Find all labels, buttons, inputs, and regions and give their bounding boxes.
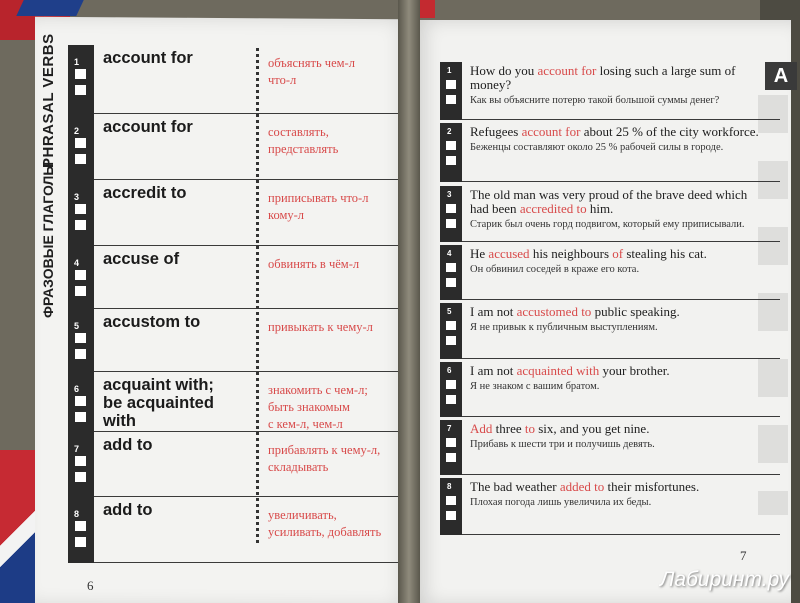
row-divider	[462, 181, 780, 183]
checkbox-icon	[446, 278, 456, 287]
phrasal-verb: account for	[103, 49, 193, 67]
checkbox-icon	[446, 219, 456, 228]
row-divider	[462, 358, 780, 360]
example-sentence: Add three to six, and you get nine.	[470, 421, 650, 436]
highlighted-phrase: accustomed to	[516, 304, 592, 319]
checkbox-icon	[75, 154, 86, 164]
phrasal-verb: accuse of	[103, 250, 180, 268]
example-sentence: He accused his neighbours of stealing his cat.	[470, 246, 707, 261]
checkbox-icon	[75, 537, 86, 547]
verb-entry	[68, 497, 388, 563]
checkbox-icon	[446, 438, 456, 447]
phrasal-verb: add to	[103, 501, 153, 519]
entry-number: 1	[74, 57, 80, 67]
row-divider	[462, 534, 780, 536]
checkbox-icon	[75, 286, 86, 296]
row-divider	[94, 562, 398, 564]
example-sentence: How do you account for losing such a large sum of money?	[470, 63, 736, 92]
row-divider	[462, 416, 780, 418]
checkbox-icon	[75, 270, 86, 280]
translation: объяснять чем-л что-л	[268, 56, 355, 87]
entry-number: 3	[74, 192, 80, 202]
book-spine	[398, 0, 420, 603]
page-bleed	[758, 95, 788, 515]
checkbox-icon	[75, 456, 86, 466]
translation: увеличивать, усиливать, добавлять	[268, 508, 382, 539]
example-translation: Прибавь к шести три и получишь девять.	[470, 439, 655, 450]
example-sentence: I am not acquainted with your brother.	[470, 363, 670, 378]
row-divider	[462, 299, 780, 301]
checkbox-icon	[446, 336, 456, 345]
verb-entry	[68, 246, 388, 309]
translation: составлять, представлять	[268, 125, 339, 156]
example-number: 5	[447, 307, 452, 316]
example-translation: Старик был очень горд подвигом, который ему приписывали.	[470, 219, 745, 230]
example-translation: Я не знаком с вашим братом.	[470, 381, 600, 392]
entry-number: 8	[74, 509, 80, 519]
translation: приписывать что-л кому-л	[268, 191, 369, 222]
entry-number: 5	[74, 321, 80, 331]
phrasal-verb: account for	[103, 118, 193, 136]
example-translation: Он обвинил соседей в краже его кота.	[470, 264, 640, 275]
translation: прибавлять к чему-л, складывать	[268, 443, 381, 474]
entry-number: 6	[74, 384, 80, 394]
verb-entry	[68, 372, 388, 432]
verb-entry	[68, 432, 388, 497]
page-number-left: 6	[87, 578, 94, 593]
verb-entry	[68, 180, 388, 246]
checkbox-icon	[446, 263, 456, 272]
row-divider	[462, 119, 780, 121]
checkbox-icon	[446, 496, 456, 505]
phrasal-verb: accredit to	[103, 184, 187, 202]
checkbox-icon	[446, 380, 456, 389]
phrasal-verb: add to	[103, 436, 153, 454]
checkbox-icon	[446, 141, 456, 150]
page-number-right: 7	[740, 548, 747, 563]
heading-ru: ФРАЗОВЫЕ ГЛАГОЛЫ	[40, 161, 56, 318]
row-divider	[462, 241, 780, 243]
checkbox-icon	[446, 511, 456, 520]
checkbox-icon	[75, 521, 86, 531]
example-row	[440, 245, 760, 300]
checkbox-icon	[75, 204, 86, 214]
checkbox-icon	[75, 138, 86, 148]
verb-entry	[68, 114, 388, 180]
example-number: 6	[447, 366, 452, 375]
checkbox-icon	[446, 95, 456, 104]
highlighted-phrase: to	[524, 421, 535, 436]
example-row	[440, 362, 760, 417]
checkbox-icon	[446, 204, 456, 213]
checkbox-icon	[75, 85, 86, 95]
example-translation: Беженцы составляют около 25 % рабочей силы в городе.	[470, 142, 724, 153]
verb-entry	[68, 309, 388, 372]
checkbox-icon	[446, 321, 456, 330]
example-row	[440, 478, 760, 535]
heading-en: PHRASAL VERBS	[40, 33, 57, 168]
example-translation: Я не привык к публичным выступлениям.	[470, 322, 658, 333]
highlighted-phrase: acquainted with	[516, 363, 600, 378]
example-translation: Плохая погода лишь увеличила их беды.	[470, 497, 652, 508]
example-sentence: The bad weather added to their misfortunes.	[470, 479, 700, 494]
checkbox-icon	[75, 349, 86, 359]
example-translation: Как вы объясните потерю такой большой суммы денег?	[470, 95, 720, 106]
entry-number: 7	[74, 444, 80, 454]
example-row	[440, 62, 760, 120]
highlighted-phrase: account for	[537, 63, 597, 78]
highlighted-phrase: added to	[559, 479, 605, 494]
highlighted-phrase: accredited to	[519, 201, 587, 216]
highlighted-phrase: accused	[488, 246, 530, 261]
checkbox-icon	[446, 453, 456, 462]
example-row	[440, 123, 760, 182]
watermark-logo: Лабиринт.ру	[660, 568, 790, 591]
checkbox-icon	[75, 396, 86, 406]
example-sentence: The old man was very proud of the brave deed which had been accredited to him.	[470, 187, 748, 216]
example-number: 1	[447, 66, 452, 75]
example-number: 7	[447, 424, 452, 433]
example-sentence: Refugees account for about 25 % of the city workforce.	[470, 124, 759, 139]
checkbox-icon	[446, 80, 456, 89]
example-number: 2	[447, 127, 452, 136]
translation: обвинять в чём-л	[268, 257, 360, 271]
example-row	[440, 303, 760, 359]
checkbox-icon	[75, 333, 86, 343]
example-number: 3	[447, 190, 452, 199]
checkbox-icon	[75, 220, 86, 230]
phrasal-verb: accustom to	[103, 313, 201, 331]
translation: знакомить с чем-л; быть знакомым с кем-л, чем-л	[268, 383, 368, 431]
example-number: 8	[447, 482, 452, 491]
verb-entry	[68, 45, 388, 114]
checkbox-icon	[446, 395, 456, 404]
entry-number: 2	[74, 126, 80, 136]
entry-number-bar	[68, 45, 94, 114]
highlighted-phrase: of	[612, 246, 624, 261]
flag-fragment	[16, 0, 83, 16]
example-number: 4	[447, 249, 452, 258]
dotted-divider	[256, 48, 259, 543]
phrasal-verb: acquaint with; be acquainted with	[103, 376, 214, 430]
checkbox-icon	[75, 412, 86, 422]
example-row	[440, 186, 760, 242]
checkbox-icon	[75, 69, 86, 79]
example-sentence: I am not accustomed to public speaking.	[470, 304, 680, 319]
row-divider	[462, 474, 780, 476]
section-tab: A	[765, 62, 797, 90]
checkbox-icon	[446, 156, 456, 165]
highlighted-phrase: account for	[521, 124, 581, 139]
example-row	[440, 420, 760, 475]
translation: привыкать к чему-л	[268, 320, 373, 334]
highlighted-phrase: Add	[470, 421, 493, 436]
entry-number: 4	[74, 258, 80, 268]
checkbox-icon	[75, 472, 86, 482]
